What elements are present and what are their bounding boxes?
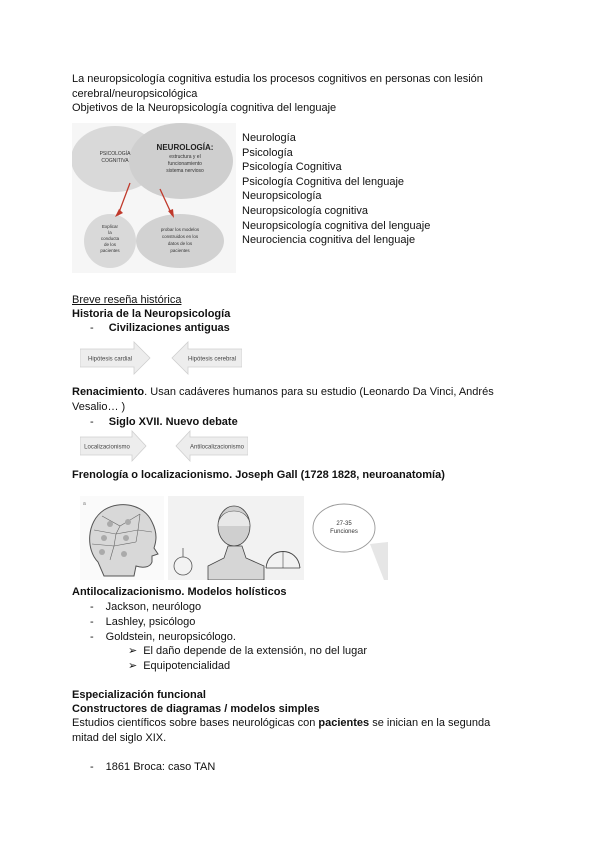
- antiloc-lashley: Lashley, psicólogo: [105, 616, 196, 628]
- antiloc-item-1: [90, 600, 201, 614]
- list-item: Neuropsicología cognitiva del lenguaje: [242, 219, 431, 232]
- objectives-heading: Objetivos de la Neuropsicología cognitiva del lenguaje: [72, 102, 337, 114]
- antiloc-item-3: [90, 630, 236, 644]
- bottom-left-2: la: [108, 230, 112, 235]
- list-item: Psicología Cognitiva del lenguaje: [242, 175, 405, 188]
- spec-heading: Especialización funcional: [72, 689, 206, 701]
- left-circle-line-1: PSICOLOGÍA: [99, 151, 131, 157]
- list-item: Neuropsicología: [242, 190, 322, 203]
- antiloc-item-2: [90, 615, 195, 629]
- spec-text-bold: pacientes: [318, 717, 370, 729]
- bottom-left-3: conducta: [100, 236, 120, 241]
- localization-arrows: [80, 430, 248, 462]
- bullet-ancient: [90, 321, 230, 335]
- phrenology-head-image: [80, 496, 164, 580]
- renaissance-line-2: Vesalio… ): [72, 401, 126, 413]
- bullet-dash: -: [90, 631, 94, 643]
- arrow-cerebral-label: Hipótesis cerebral: [187, 356, 237, 363]
- bottom-right-2: construidos en los: [161, 234, 199, 239]
- history-heading: Historia de la Neuropsicología: [72, 308, 231, 320]
- antiloc-heading: Antilocalizacionismo. Modelos holísticos: [72, 586, 287, 598]
- circle-label-1: 27-35: [336, 521, 352, 527]
- broca-text: 1861 Broca: caso TAN: [105, 761, 216, 773]
- antiloc-sub-text-1: El daño depende de la extensión, no del lugar: [143, 645, 368, 657]
- arrow-bullet-icon: ➢: [128, 660, 138, 672]
- spec-text-line-1: [72, 716, 490, 730]
- intro-line-1: La neuropsicología cognitiva estudia los procesos cognitivos en personas con lesión: [72, 73, 483, 85]
- broca-item: [90, 760, 215, 774]
- bottom-right-4: pacientes: [170, 248, 190, 253]
- bullet-dash: -: [90, 761, 94, 773]
- phrenology-heading: Frenología o localizacionismo. Joseph Gall (1728 1828, neuroanatomía): [72, 469, 445, 481]
- center-sub-3: sistema nervioso: [166, 168, 204, 174]
- antiloc-jackson: Jackson, neurólogo: [105, 601, 202, 613]
- neuropsychology-diagram: [72, 123, 236, 273]
- intro-line-2: cerebral/neuropsicológica: [72, 88, 198, 100]
- arrow-bullet-icon: ➢: [128, 645, 138, 657]
- ancient-civilizations: Civilizaciones antiguas: [108, 322, 230, 334]
- circle-label-2: Funciones: [330, 529, 358, 535]
- arrow-localizacionismo-label: Localizacionismo: [84, 444, 130, 451]
- spec-text-c: se inician en la segunda: [369, 717, 491, 729]
- functions-circle-image: [308, 496, 388, 580]
- antiloc-sub-1: [128, 644, 367, 658]
- arrow-cardial-label: Hipótesis cardial: [87, 356, 133, 363]
- bottom-left-5: pacientes: [100, 248, 120, 253]
- bullet-dash: -: [90, 322, 94, 334]
- bullet-xvii: [90, 415, 238, 429]
- history-link[interactable]: Breve reseña histórica: [72, 294, 182, 306]
- antiloc-sub-2: [128, 659, 230, 673]
- cardial-cerebral-arrows: [80, 341, 242, 375]
- bullet-dash: -: [90, 616, 94, 628]
- bullet-dash: -: [90, 416, 94, 428]
- xvii-debate: Siglo XVII. Nuevo debate: [108, 416, 238, 428]
- list-item: Psicología: [242, 146, 293, 159]
- spec-subheading: Constructores de diagramas / modelos simples: [72, 703, 320, 715]
- list-item: Neurología: [242, 132, 296, 144]
- center-title: NEUROLOGÍA:: [156, 143, 214, 152]
- arrow-antilocalizacionismo-label: Antilocalizacionismo: [189, 444, 245, 451]
- bottom-right-1: probar los modelos: [160, 227, 200, 232]
- list-item: Neuropsicología cognitiva: [242, 204, 368, 217]
- antiloc-goldstein: Goldstein, neuropsicólogo.: [105, 631, 236, 643]
- bullet-dash: -: [90, 601, 94, 613]
- renaissance-bold: Renacimiento: [72, 386, 145, 398]
- disciplines-list: [242, 131, 430, 248]
- list-item: Neurociencia cognitiva del lenguaje: [242, 234, 416, 247]
- center-sub-1: estructura y el: [169, 154, 201, 160]
- spec-text-line-2: mitad del siglo XIX.: [72, 732, 167, 744]
- bottom-right-3: datos de los: [167, 241, 193, 246]
- left-circle-line-2: COGNITIVA: [101, 158, 129, 164]
- phrenology-engraving-image: [168, 496, 304, 580]
- spec-text-a: Estudios científicos sobre bases neurológicas con: [72, 717, 319, 729]
- list-item: Psicología Cognitiva: [242, 161, 342, 174]
- renaissance-line-1: [72, 385, 494, 399]
- renaissance-rest: . Usan cadáveres humanos para su estudio (Leonardo Da Vinci, Andrés: [144, 386, 494, 398]
- svg-text:a: a: [83, 501, 86, 507]
- center-sub-2: funcionamiento: [168, 161, 202, 167]
- antiloc-sub-text-2: Equipotencialidad: [143, 660, 231, 672]
- bottom-left-4: de los: [103, 242, 117, 247]
- bottom-left-1: Explicar: [101, 224, 119, 229]
